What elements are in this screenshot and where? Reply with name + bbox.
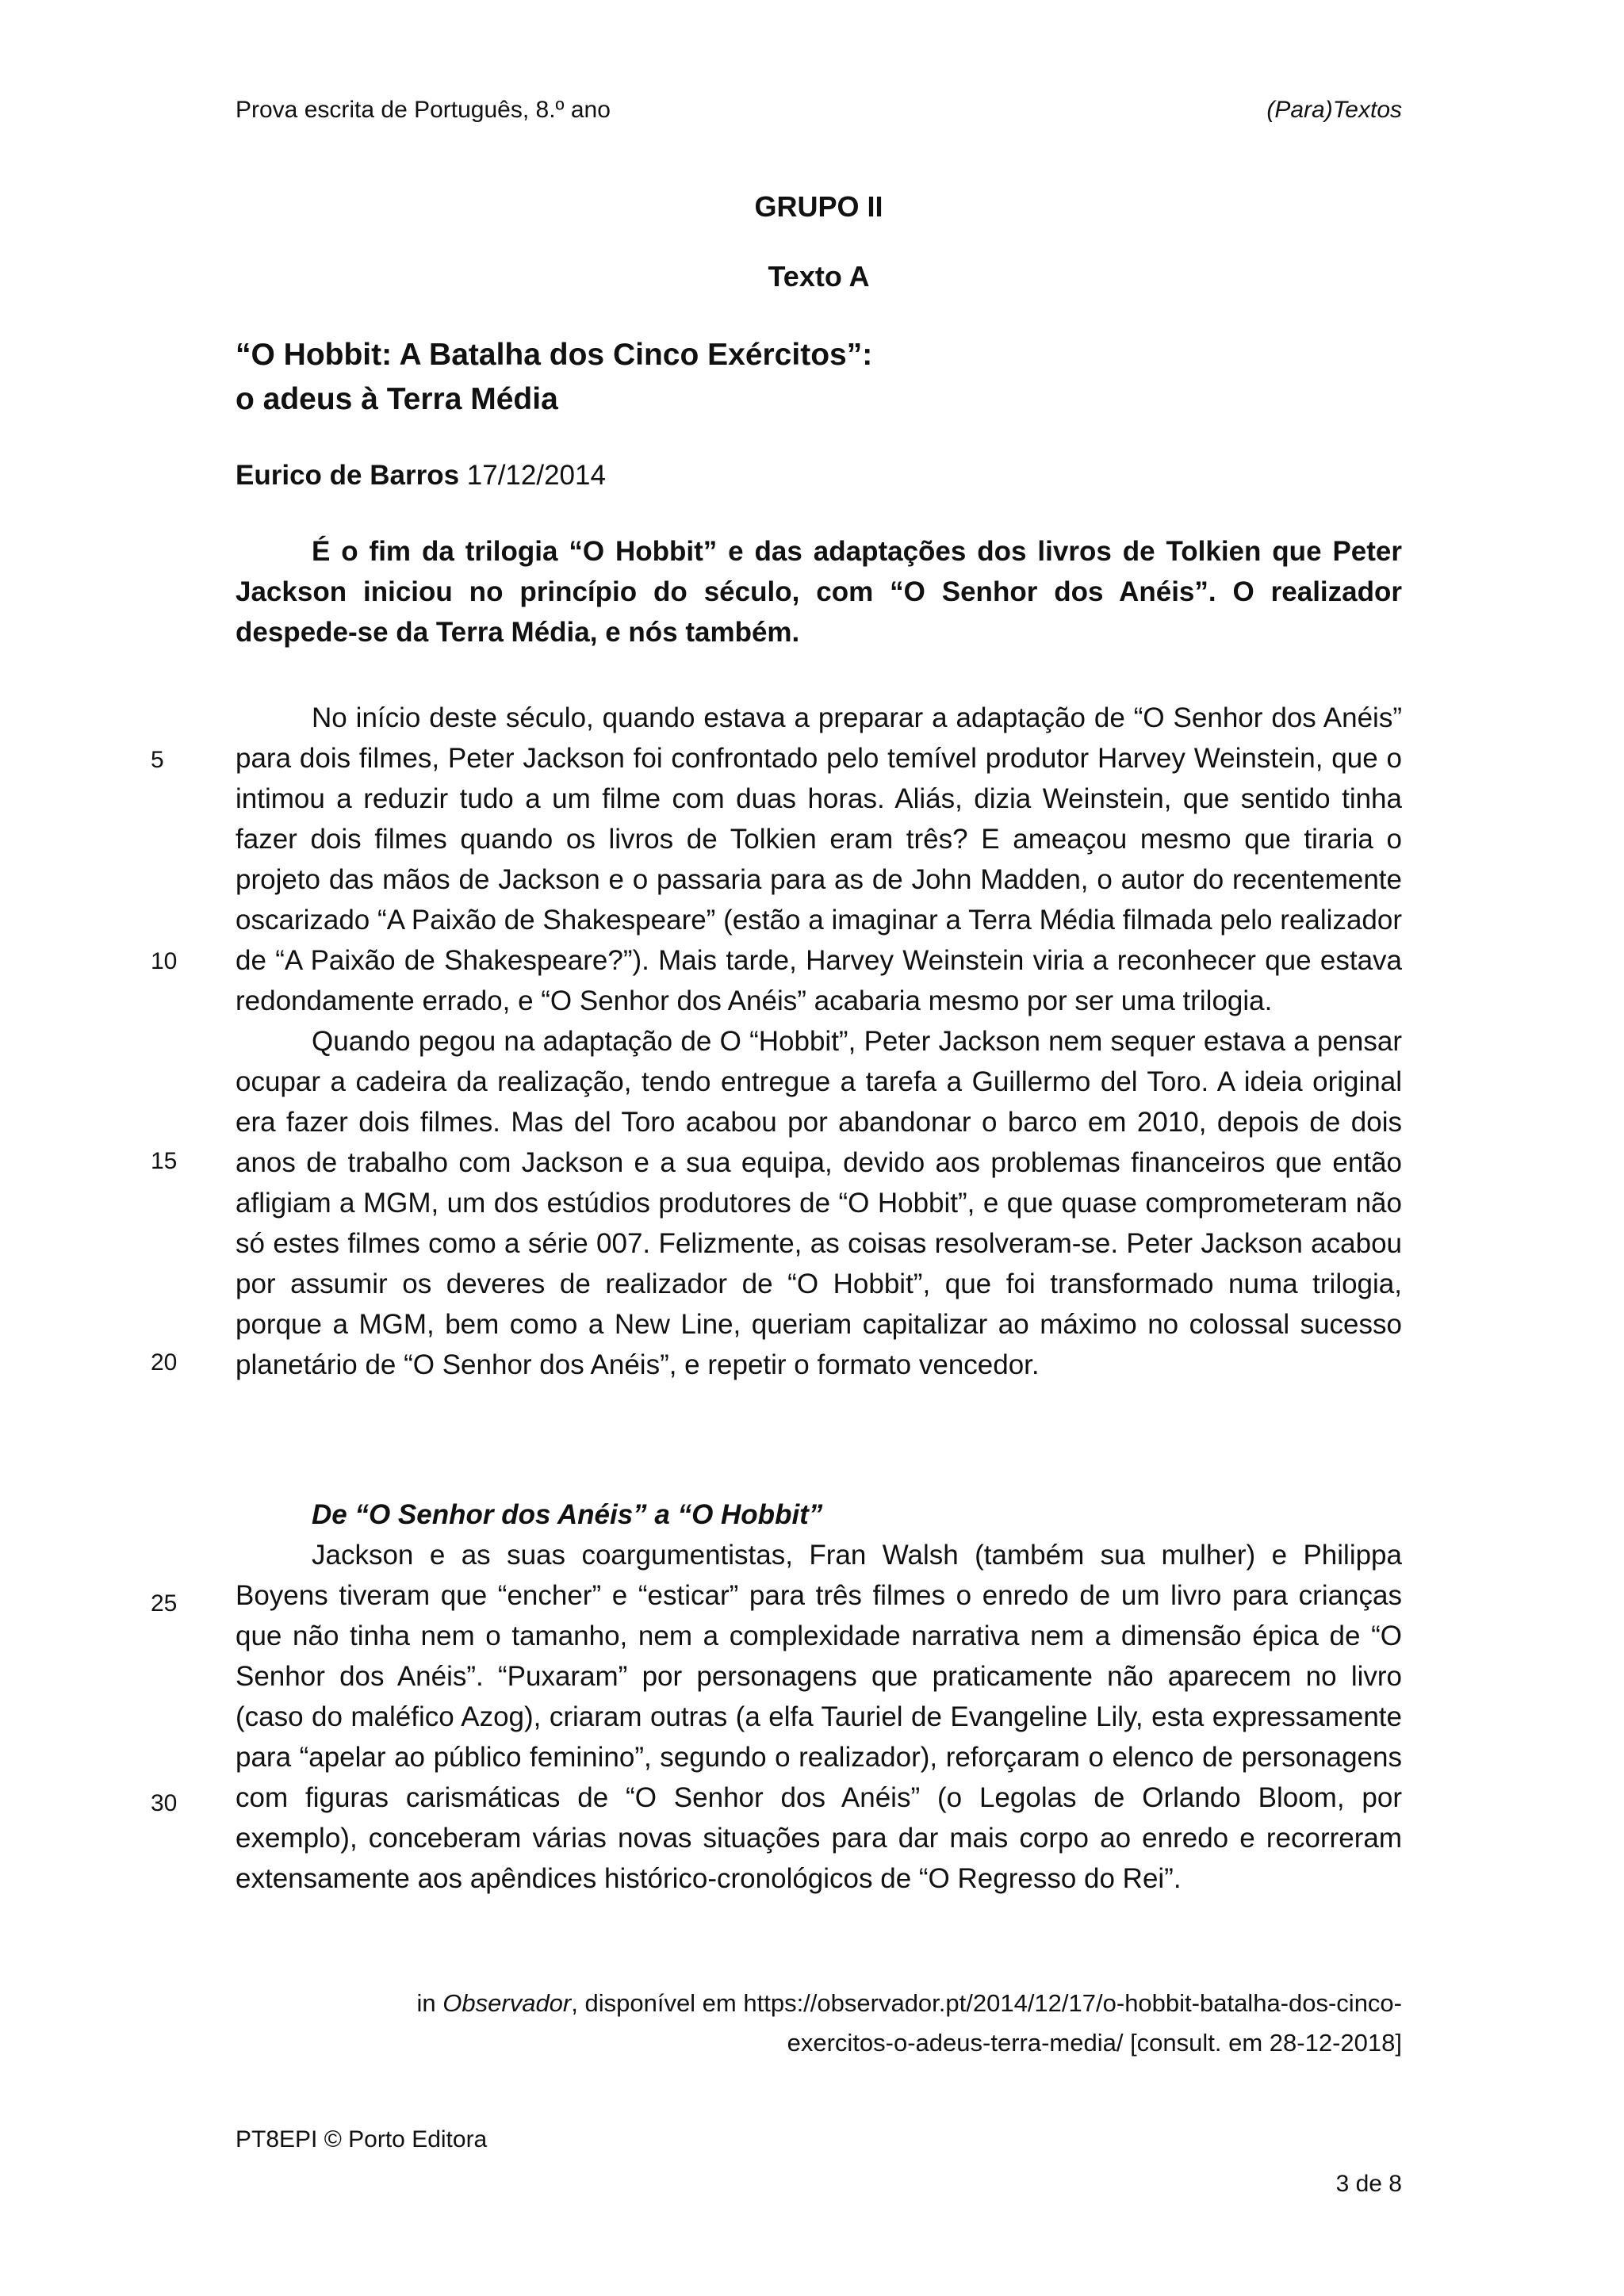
source-line-2: exercitos-o-adeus-terra-media/ [consult. em 28-12-2018] (787, 2029, 1402, 2057)
author: Eurico de Barros (236, 460, 460, 491)
article-body (236, 698, 1402, 1385)
article-section-2 (236, 1494, 1402, 1899)
line-number: 5 (151, 747, 164, 773)
source-line-1: in Observador, disponível em https://observador.pt/2014/12/17/o-hobbit-batalha-dos-cinco- (416, 1989, 1402, 2017)
publication-name: Observador (442, 1989, 572, 2017)
article-title (236, 333, 1402, 422)
date: 17/12/2014 (466, 460, 606, 491)
line-number: 20 (151, 1349, 178, 1376)
lead-text: É o fim da trilogia “O Hobbit” e das adaptações dos livros de Tolkien que Peter Jackson iniciou no princípio do século, com “O Senhor dos Anéis”. O realizador despede-se da Terra Média, e nós também. (236, 536, 1402, 648)
book-title: (Para)Textos (1266, 97, 1402, 123)
lead-paragraph (236, 531, 1402, 652)
article-title-line-2: o adeus à Terra Média (236, 382, 558, 416)
paragraph-3: Jackson e as suas coargumentistas, Fran Walsh (também sua mulher) e Philippa Boyens tiveram que “encher” e “esticar” para três filmes o enredo de um livro para crianças que não tinha nem o tamanho, nem a complexidade narrativa nem a dimensão épica de “O Senhor dos Anéis”. “Puxaram” por personagens que praticamente não aparecem no livro (caso do maléfico Azog), criaram outras (a elfa Tauriel de Evangeline Lily, esta expressamente para “apelar ao público feminino”, segundo o realizador), reforçaram o elenco de personagens com figuras carismáticas de “O Senhor dos Anéis” (o Legolas de Orlando Bloom, por exemplo), conceberam várias novas situações para dar mais corpo ao enredo e recorreram extensamente aos apêndices histórico-cronológicos de “O Regresso do Rei”. (236, 1540, 1402, 1894)
exam-header: Prova escrita de Português, 8.º ano (236, 97, 611, 123)
article-title-line-1: “O Hobbit: A Batalha dos Cinco Exércitos”: (236, 338, 873, 372)
paragraph-2: Quando pegou na adaptação de O “Hobbit”, Peter Jackson nem sequer estava a pensar ocupar a cadeira da realização, tendo entregue a tarefa a Guillermo del Toro. A ideia original era fazer dois filmes. Mas del Toro acabou por abandonar o barco em 2010, depois de dois anos de trabalho com Jackson e a sua equipa, devido aos problemas financeiros que então afligiam a MGM, um dos estúdios produtores de “O Hobbit”, e que quase comprometeram não só estes filmes como a série 007. Felizmente, as coisas resolveram-se. Peter Jackson acabou por assumir os deveres de realizador de “O Hobbit”, que foi transformado numa trilogia, porque a MGM, bem como a New Line, queriam capitalizar ao máximo no colossal sucesso planetário de “O Senhor dos Anéis”, e repetir o formato vencedor. (236, 1026, 1402, 1380)
subheading: De “O Senhor dos Anéis” a “O Hobbit” (312, 1499, 823, 1530)
paragraph-1: No início deste século, quando estava a preparar a adaptação de “O Senhor dos Anéis” para dois filmes, Peter Jackson foi confrontado pelo temível produtor Harvey Weinstein, que o intimou a reduzir tudo a um filme com duas horas. Aliás, dizia Weinstein, que sentido tinha fazer dois filmes quando os livros de Tolkien eram três? E ameaçou mesmo que tiraria o projeto das mãos de Jackson e o passaria para as de John Madden, o autor do recentemente oscarizado “A Paixão de Shakespeare” (estão a imaginar a Terra Média filmada pelo realizador de “A Paixão de Shakespeare?”). Mais tarde, Harvey Weinstein viria a reconhecer que estava redondamente errado, e “O Senhor dos Anéis” acabaria mesmo por ser uma trilogia. (236, 702, 1402, 1016)
group-title: GRUPO II (754, 190, 883, 223)
line-number: 25 (151, 1590, 178, 1617)
source-citation (236, 1984, 1402, 2063)
line-number: 15 (151, 1148, 178, 1174)
page-number: 3 de 8 (1335, 2171, 1402, 2197)
text-label: Texto A (768, 260, 870, 293)
line-number: 10 (151, 948, 178, 974)
line-number: 30 (151, 1790, 178, 1816)
byline (236, 460, 606, 492)
copyright-footer: PT8EPI © Porto Editora (236, 2126, 488, 2152)
